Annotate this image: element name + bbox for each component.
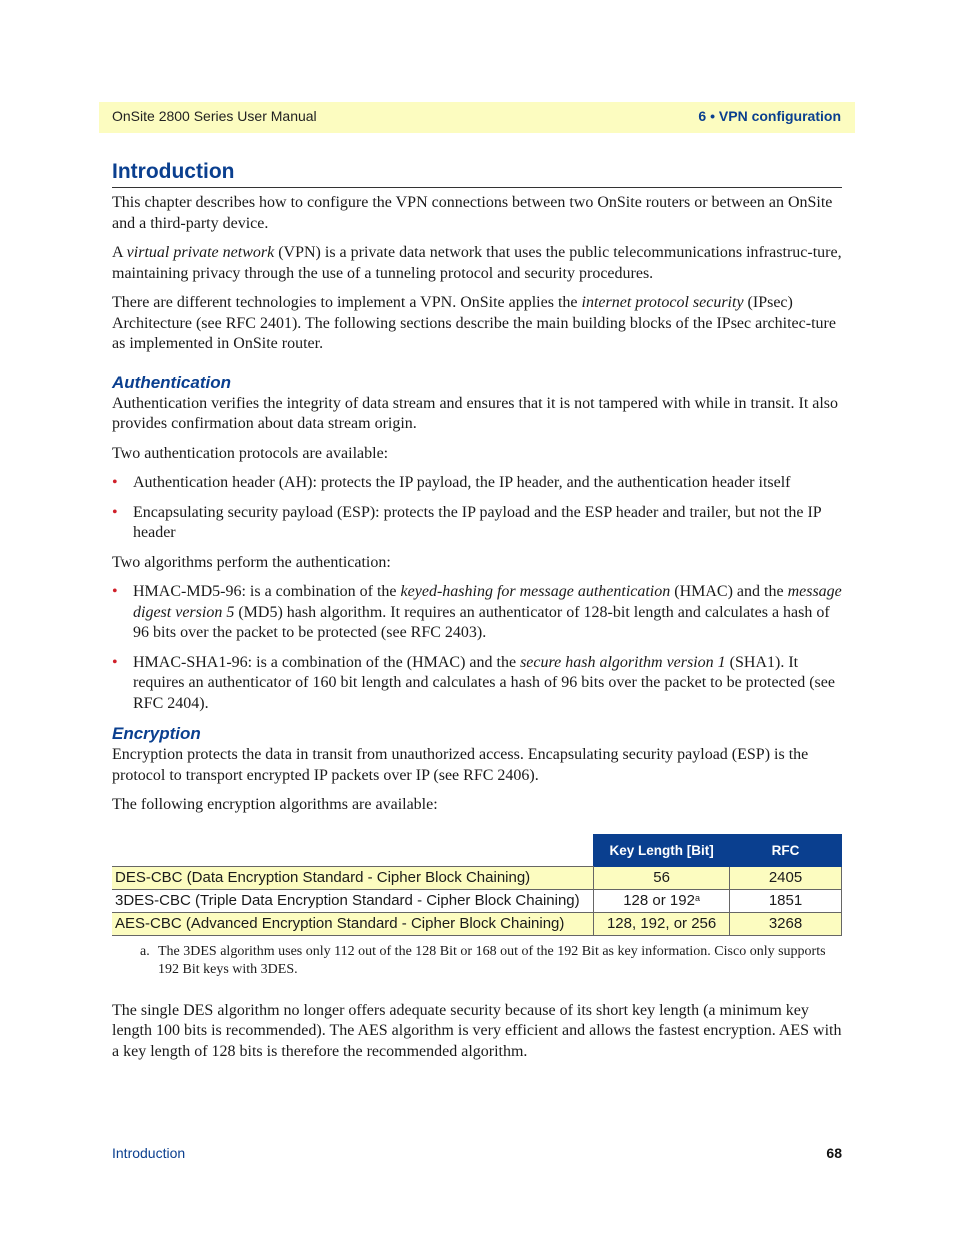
table-footnote	[112, 943, 842, 980]
bullet-icon: •	[112, 583, 118, 600]
table-cell-rfc: 2405	[730, 866, 842, 889]
page-content	[112, 160, 842, 1062]
table-header-rfc: RFC	[730, 834, 842, 866]
bullet-icon: •	[112, 474, 118, 491]
bullet-icon: •	[112, 503, 118, 521]
table-cell-algorithm: 3DES-CBC (Triple Data Encryption Standard - Cipher Block Chaining)	[112, 889, 594, 912]
table-header-row	[112, 834, 842, 866]
intro-paragraph-2: A virtual private network (VPN) is a private data network that uses the public telecommunications infrastruc-ture, maintaining privacy through the use of a tunneling protocol and security procedures.	[112, 244, 842, 282]
subsection-title-authentication: Authentication	[112, 372, 231, 392]
auth-paragraph-1: Authentication verifies the integrity of data stream and ensures that it is not tampered with while in transit. It also provides confirmation about data stream origin.	[112, 394, 839, 432]
table-cell-algorithm: DES-CBC (Data Encryption Standard - Cipher Block Chaining)	[112, 866, 594, 889]
auth-paragraph-2: Two authentication protocols are available:	[112, 444, 389, 462]
bullet-icon: •	[112, 653, 118, 671]
auth-algorithm-list	[112, 582, 842, 714]
table-cell-rfc: 3268	[730, 912, 842, 935]
enc-paragraph-2: The following encryption algorithms are available:	[112, 796, 438, 813]
encryption-algorithms-table	[112, 834, 842, 936]
footnote-marker: a	[694, 893, 700, 903]
intro-paragraph-1: This chapter describes how to configure the VPN connections between two OnSite routers or between an OnSite and a third-party device.	[112, 194, 833, 232]
table-cell-key-length: 56	[594, 866, 730, 889]
table-cell-key-length: 128, 192, or 256	[594, 912, 730, 935]
table-cell-key-length: 128 or 192$^a$	[594, 889, 730, 912]
table-header-key-length: Key Length [Bit]	[594, 834, 730, 866]
term-vpn: virtual private network	[126, 244, 275, 261]
chapter-title: 6 • VPN configuration	[698, 108, 841, 124]
running-header	[99, 102, 855, 133]
table-cell-algorithm: AES-CBC (Advanced Encryption Standard - Cipher Block Chaining)	[112, 912, 594, 935]
auth-paragraph-3: Two algorithms perform the authentication:	[112, 553, 391, 571]
footer-section: Introduction	[112, 1145, 186, 1161]
list-item: • Authentication header (AH): protects the IP payload, the IP header, and the authentication header itself	[112, 473, 842, 494]
list-item: • Encapsulating security payload (ESP): protects the IP payload and the ESP header and trailer, but not the IP header	[112, 503, 822, 541]
table-row	[112, 889, 842, 912]
footnote-text: The 3DES algorithm uses only 112 out of the 128 Bit or 168 out of the 192 Bit as key information. Cisco only supports 192 Bit keys with 3DES.	[158, 943, 826, 977]
list-item: • HMAC-SHA1-96: is a combination of the (HMAC) and the secure hash algorithm version 1 (SHA1). It requires an authenticator of 160 bit length and calculates a hash of 96 bits over the packet to be protected (see RFC 2404).	[112, 653, 835, 712]
table-cell-rfc: 1851	[730, 889, 842, 912]
section-title: Introduction	[112, 160, 842, 188]
table-row	[112, 866, 842, 889]
page-number: 68	[826, 1145, 842, 1161]
footnote-label: a.	[140, 943, 150, 959]
table-header-blank	[112, 834, 594, 866]
intro-paragraph-3: There are different technologies to implement a VPN. OnSite applies the internet protocol security (IPsec) Architecture (see RFC 2401). The following sections describe the main building blocks of the IPsec architec-ture as implemented in OnSite router.	[112, 294, 836, 352]
auth-protocol-list	[112, 473, 842, 544]
term-ipsec: internet protocol security	[581, 294, 744, 311]
enc-paragraph-1: Encryption protects the data in transit from unauthorized access. Encapsulating security payload (ESP) is the protocol to transport encrypted IP packets over IP (see RFC 2406).	[112, 746, 809, 784]
enc-paragraph-3: The single DES algorithm no longer offers adequate security because of its short key length (a minimum key length 100 bits is recommended). The AES algorithm is very efficient and allows the fastest encryption. AES with a key length of 128 bits is therefore the recommended algorithm.	[112, 1001, 842, 1060]
list-item: • HMAC-MD5-96: is a combination of the keyed-hashing for message authentication (HMAC) and the message digest version 5 (MD5) hash algorithm. It requires an authenticator of 128-bit length and calculates a hash of 96 bits over the packet to be protected (see RFC 2403).	[112, 583, 842, 641]
table-row	[112, 912, 842, 935]
subsection-title-encryption: Encryption	[112, 724, 201, 743]
manual-title: OnSite 2800 Series User Manual	[112, 108, 317, 124]
